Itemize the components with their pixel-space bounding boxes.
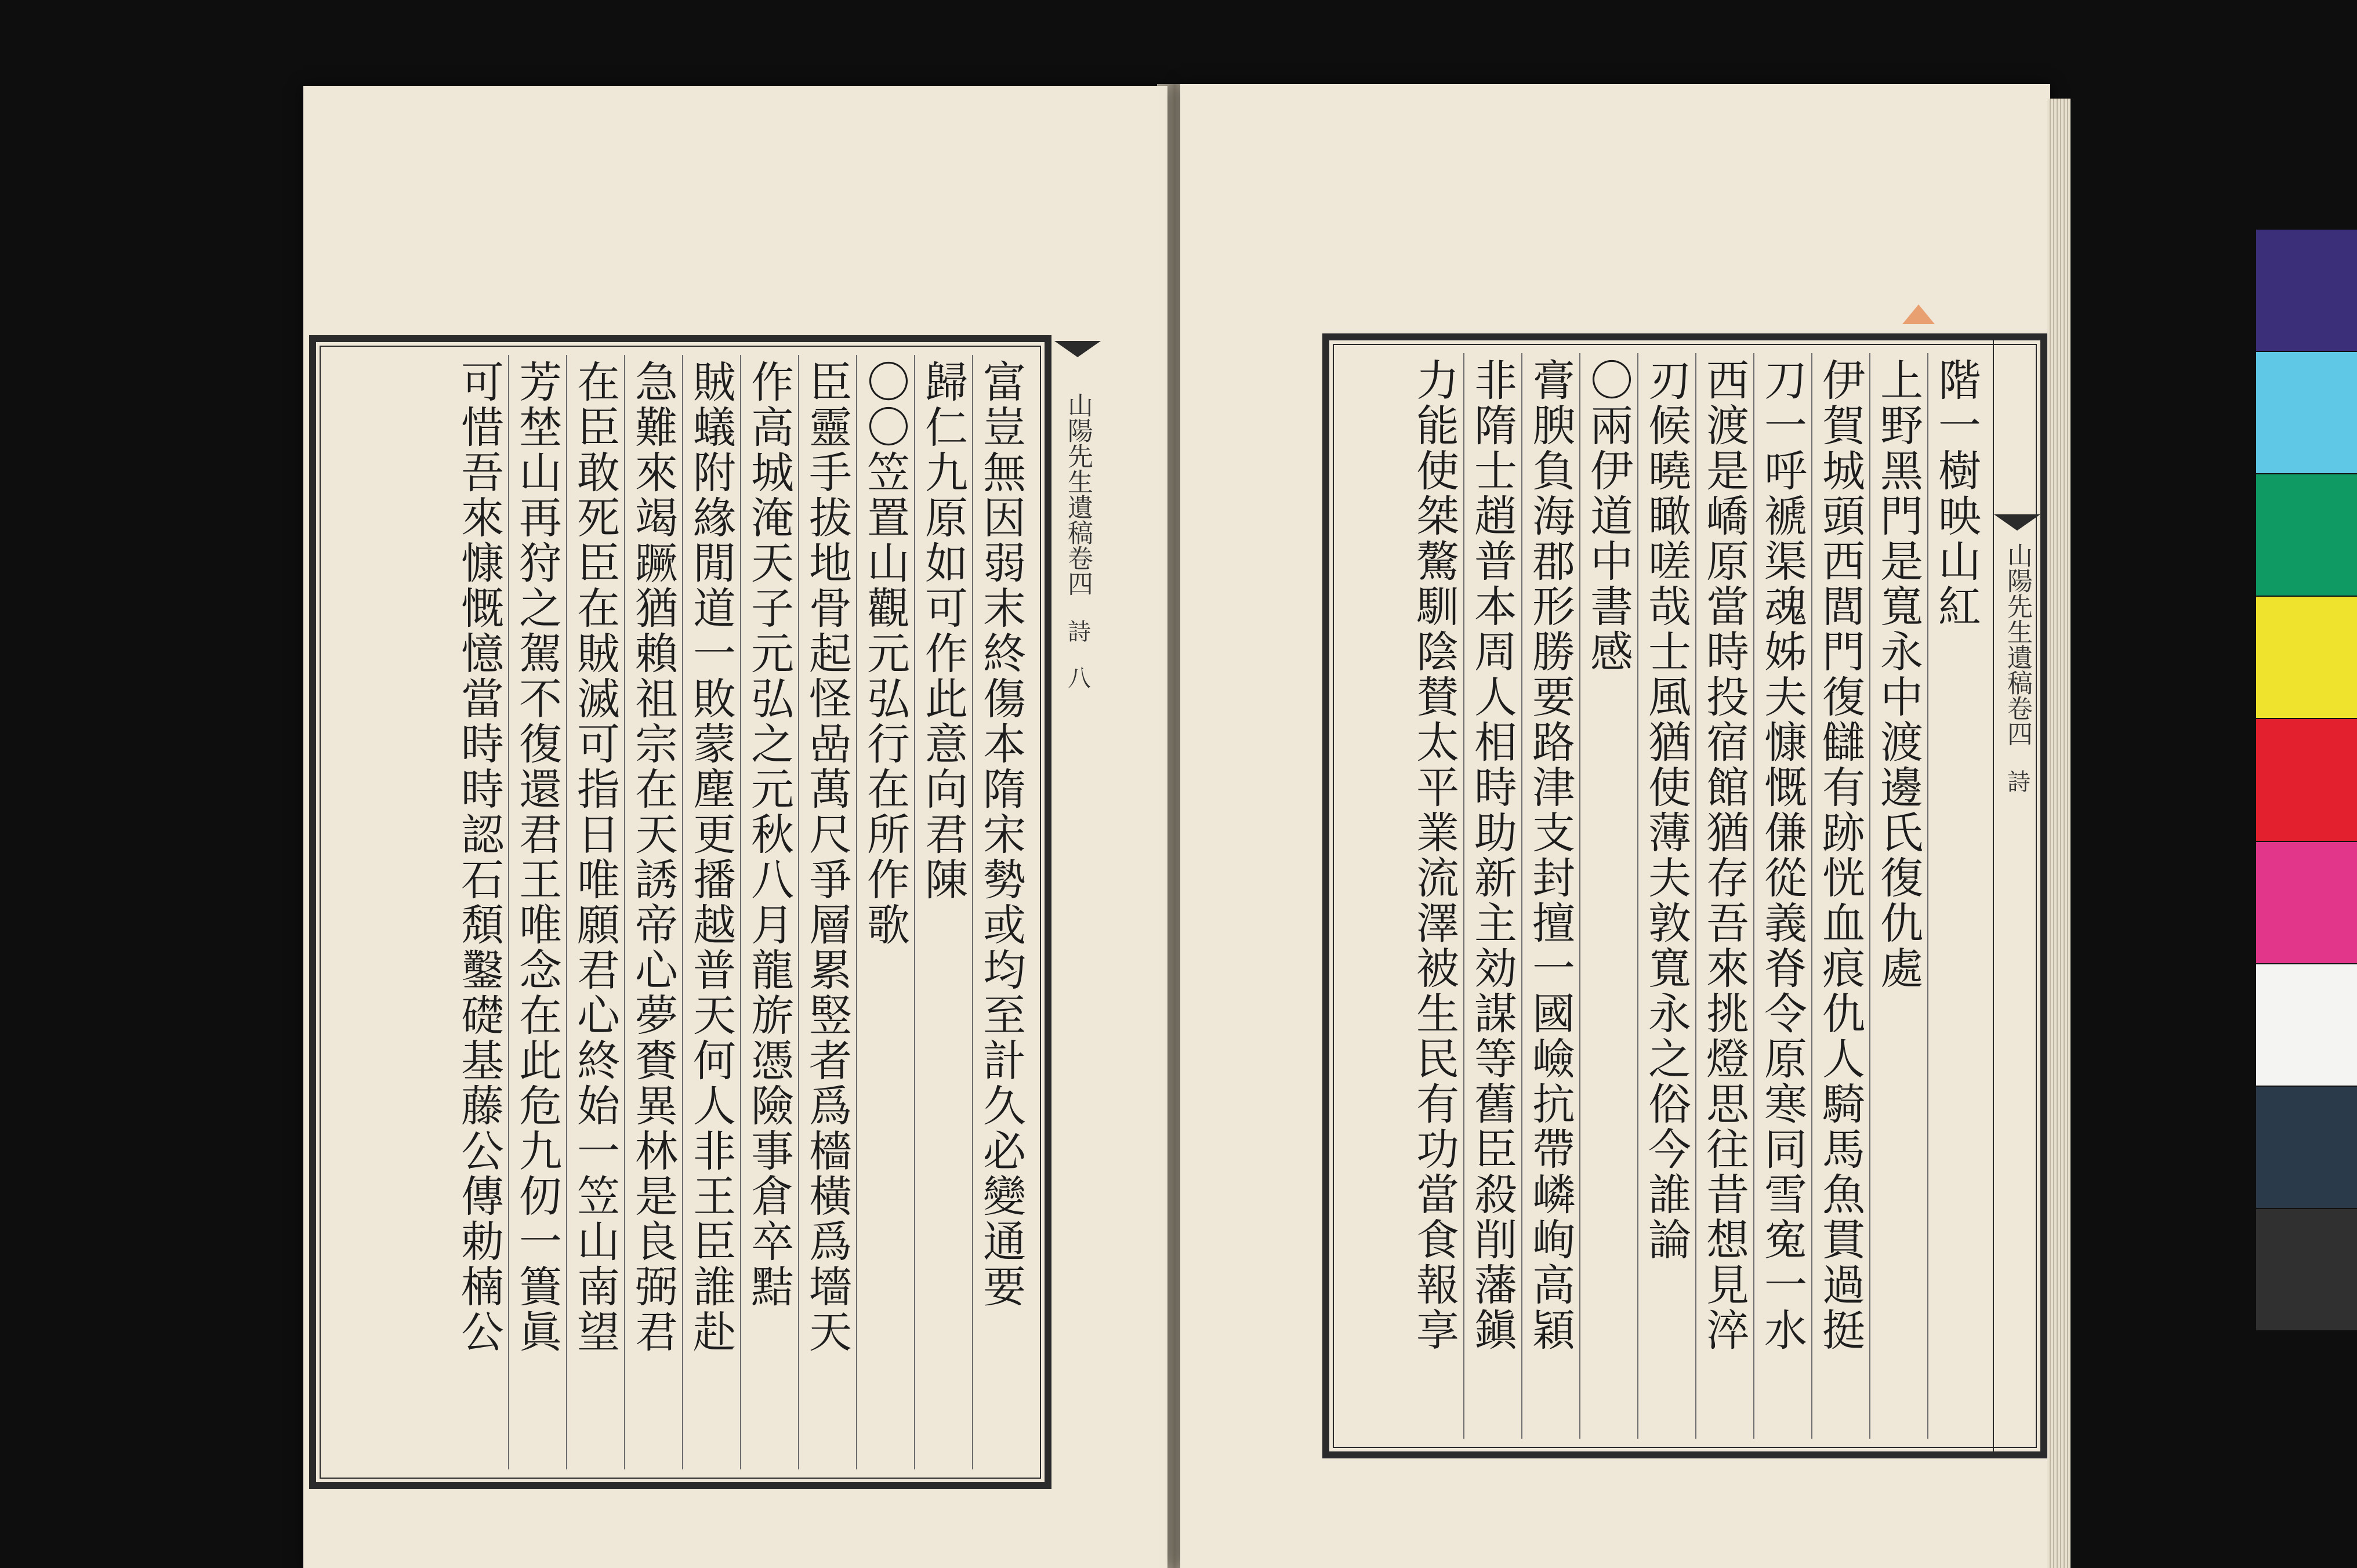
text-column: 刃候曉瞰嗟哉士風猶使薄夫敦寬永之俗今誰論	[1637, 353, 1695, 1439]
text-column: 〇〇笠置山觀元弘行在所作歌	[856, 355, 914, 1469]
fishtail-mark	[1994, 514, 2040, 531]
text-column: 上野黑門是寬永中渡邊氏復仇處	[1869, 353, 1927, 1439]
color-swatch	[2256, 352, 2357, 474]
text-column: 階一樹映山紅	[1927, 353, 1985, 1439]
color-swatch	[2256, 474, 2357, 597]
text-column: 西渡是嶠原當時投宿館猶存吾來挑燈思往昔想見淬	[1695, 353, 1753, 1439]
left-text-frame	[309, 335, 1051, 1489]
text-column: 在臣敢死臣在賊滅可指日唯願君心終始一笠山南望	[566, 355, 624, 1469]
text-column: 臣靈手拔地骨起怪嵒萬尺爭層累竪者爲檣橫爲墻天	[798, 355, 856, 1469]
text-column: 〇兩伊道中書感	[1579, 353, 1637, 1439]
text-column: 富豈無因弱末終傷本隋宋勢或均至計久必變通要	[972, 355, 1030, 1469]
text-column: 作高城淹天子元弘之元秋八月龍旂憑險事倉卒黠	[740, 355, 798, 1469]
color-swatch	[2256, 842, 2357, 964]
color-swatch	[2256, 964, 2357, 1087]
fishtail-mark	[1054, 341, 1101, 357]
banxin-section: 詩	[2003, 770, 2030, 793]
color-swatch	[2256, 230, 2357, 352]
text-column: 非隋士趙普本周人相時助新主効謀等舊臣殺削藩鎭	[1463, 353, 1521, 1439]
right-columns	[1344, 353, 1985, 1439]
banxin-folio: 八	[1064, 666, 1091, 689]
text-column: 力能使桀驁馴陰賛太平業流澤被生民有功當食報享	[1409, 358, 1459, 1353]
text-column: 賊蟻附緣閒道一敗蒙塵更播越普天何人非王臣誰赴	[682, 355, 740, 1469]
page-edges	[2047, 99, 2070, 1568]
color-swatch	[2256, 719, 2357, 841]
banxin-title: 山陽先生遺稿卷四	[2003, 542, 2032, 746]
text-column: 可惜吾來慷慨憶當時時認石頽鑿礎基藤公傳勅楠公	[454, 360, 504, 1355]
text-column: 伊賀城頭西閭門復讎有跡恍血痕仇人騎馬魚貫過挺	[1811, 353, 1869, 1439]
color-swatch	[2256, 597, 2357, 719]
text-column: 芳埜山再狩之駕不復還君王唯念在此危九仞一簣眞	[508, 355, 566, 1469]
left-page	[303, 86, 1167, 1568]
banxin-title: 山陽先生遺稿卷四	[1063, 392, 1093, 596]
text-column: 刀一呼褫渠魂姊夫慷慨傔從義脊令原寒同雪寃一水	[1753, 353, 1811, 1439]
left-page-banxin	[1057, 335, 1098, 1489]
color-swatch	[2256, 1087, 2357, 1209]
left-columns	[331, 355, 1030, 1469]
text-column: 歸仁九原如可作此意向君陳	[914, 355, 972, 1469]
text-column: 急難來竭蹶猶賴祖宗在天誘帝心夢賚異林是良弼君	[624, 355, 682, 1469]
color-calibration-card	[2256, 230, 2357, 1331]
banxin-section: 詩	[1064, 619, 1091, 643]
text-column: 膏腴負海郡形勝要路津支封擅一國嶮抗帶嶙峋高穎	[1521, 353, 1579, 1439]
triangle-mark	[1902, 304, 1935, 324]
color-swatch	[2256, 1209, 2357, 1331]
right-text-frame	[1322, 333, 2047, 1458]
right-page-banxin	[1993, 340, 2040, 1451]
